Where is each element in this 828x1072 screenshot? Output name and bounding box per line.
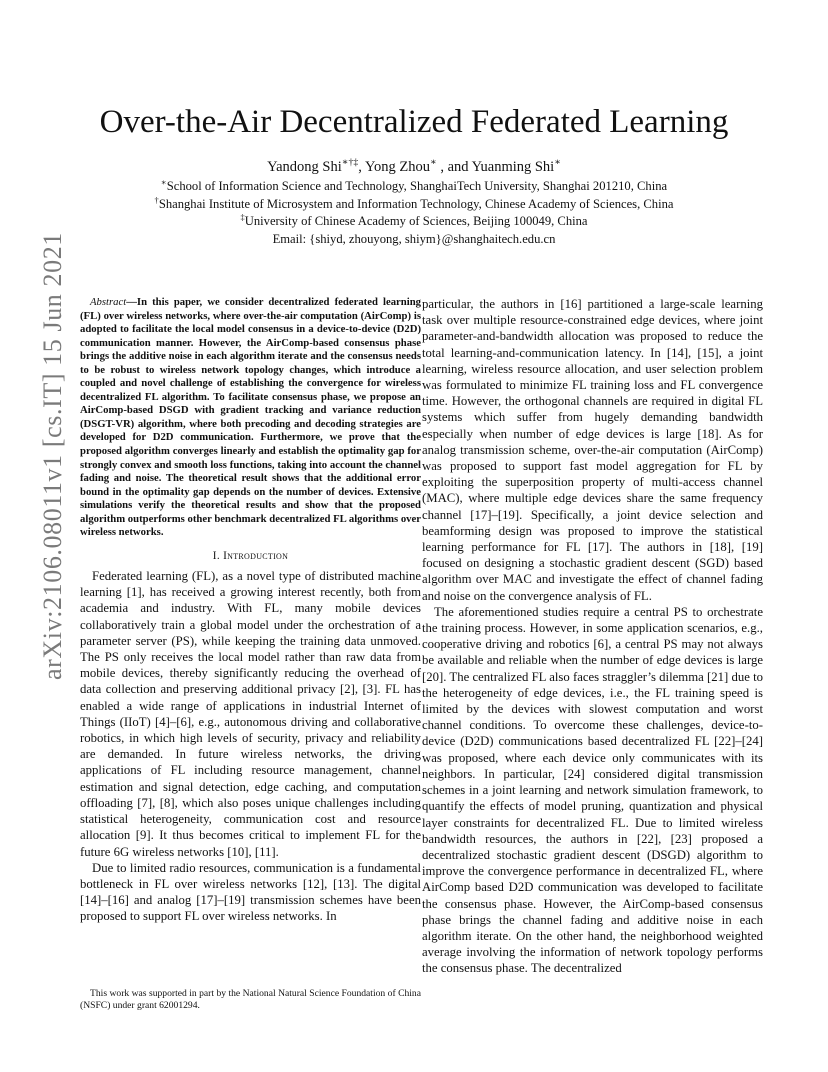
abstract: [80, 296, 421, 540]
affiliation-line: [0, 213, 828, 231]
author-name: Yuanming Shi: [471, 159, 555, 175]
affiliation-text: Shanghai Institute of Microsystem and Information Technology, Chinese Academy of Sciences, China: [158, 196, 674, 211]
email-text: Email: {shiyd, zhouyong, shiym}@shanghaitech.edu.cn: [272, 231, 556, 246]
body-paragraph: Due to limited radio resources, communication is a fundamental bottleneck in FL over wireless networks [12], [13]. The digital [14]–[16] and analog [17]–[19] transmission schemes have been proposed to support FL over wireless networks. In: [80, 860, 421, 924]
author-name: Yandong Shi: [267, 159, 342, 175]
affiliation-text: University of Chinese Academy of Sciences, Beijing 100049, China: [244, 214, 588, 229]
affiliation-mark: †: [154, 194, 159, 205]
body-paragraph: particular, the authors in [16] partitioned a large-scale learning task over multiple resource-constrained edge devices, where joint parameter-and-bandwidth allocation was proposed to reduce the total learning-and-communication latency. In [14], [15], a joint learning, wireless resource allocation, and user selection problem was formulated to minimize FL training loss and FL convergence time. However, the orthogonal channels are required in digital FL systems which suffer from hugely demanding bandwidth especially when number of edge devices is large [18]. As for analog transmission scheme, over-the-air computation (AirComp) was proposed to support fast model aggregation for FL by exploiting the superposition property of multi-access channel (MAC), where multiple edge devices share the same frequency channel [17]–[19]. Specifically, a joint device selection and beamforming design was proposed to improve the statistical learning performance for FL [17]. The authors in [18], [19] focused on designing a stochastic gradient descent (SGD) based algorithm over MAC and investigate the effect of channel fading and noise on the convergence analysis of FL.: [422, 297, 763, 603]
affiliation-line: [0, 196, 828, 214]
affiliation-marks: ∗: [430, 157, 437, 169]
affiliation-line: [0, 178, 828, 196]
right-column: [422, 296, 763, 977]
section-number: I.: [212, 549, 220, 562]
body-paragraph: Federated learning (FL), as a novel type of distributed machine learning [1], has received a growing interest recently, both from academia and industry. With FL, many mobile devices collaboratively train a global model under the orchestration of a parameter server (PS), while keeping the training data unmoved. The PS only receives the local model rather than raw data from mobile devices, thereby significantly reducing the overhead of data collection and preserving additional privacy [2], [3]. FL has enabled a wide range of applications in industrial Internet of Things (IIoT) [4]–[6], e.g., autonomous driving and collaborative robotics, in which high levels of security, privacy and reliability are demanded. In future wireless networks, the driving applications of FL including resource management, channel estimation and signal detection, edge caching, and computation offloading [7], [8], which also poses unique challenges including statistical heterogeneity, communication cost and resource allocation [9]. It thus becomes critical to implement FL for the future 6G wireless networks [10], [11].: [80, 569, 421, 859]
footnote: This work was supported in part by the National Natural Science Foundation of China (NSFC) under grant 62001294.: [80, 988, 421, 1011]
author-list: [0, 158, 828, 176]
author-name: Yong Zhou: [365, 159, 431, 175]
affiliation-marks: ∗†‡: [341, 157, 359, 169]
email-line: [0, 231, 828, 249]
abstract-text: —In this paper, we consider decentralized federated learning (FL) over wireless networks, where over-the-air computation (AirComp) is adopted to facilitate the local model consensus in a device-to-device (D2D) communication manner. However, the AirComp-based consensus phase brings the additive noise in each algorithm iterate and the consensus needs to be robust to wireless network topology changes, which introduce a coupled and novel challenge of establishing the convergence for wireless decentralized FL algorithm. To facilitate consensus phase, we propose an AirComp-based DSGD with gradient tracking and variance reduction (DSGT-VR) algorithm, where both precoding and decoding strategies are developed for D2D communication. Furthermore, we prove that the proposed algorithm converges linearly and establish the optimality gap for strongly convex and smooth loss functions, taking into account the channel fading and noise. The theoretical result shows that the additional error bound in the optimality gap depends on the number of devices. Extensive simulations verify the theoretical results and show that the proposed algorithm outperforms other benchmark decentralized FL algorithms over wireless networks.: [80, 296, 421, 539]
paper-title: Over-the-Air Decentralized Federated Learning: [99, 104, 729, 140]
author-separator: ,: [358, 159, 366, 175]
author-separator: , and: [436, 159, 472, 175]
affiliation-text: School of Information Science and Technology, ShanghaiTech University, Shanghai 201210, China: [166, 179, 668, 193]
section-heading: [80, 548, 421, 564]
abstract-label: Abstract: [90, 296, 127, 308]
affiliation-list: [0, 178, 828, 248]
body-paragraph: The aforementioned studies require a central PS to orchestrate the training process. However, in some application scenarios, e.g., cooperative driving and robotics [6], a central PS may not always be available and reliable when the number of edge devices is large [20]. The centralized FL also faces straggler’s dilemma [21] due to the heterogeneity of edge devices, i.e., the FL training speed is limited by the devices with slowest computation and worst channel conditions. To overcome these challenges, device-to-device (D2D) communications based decentralized FL [22]–[24] was proposed, where each device only communicates with its neighbors. In particular, [24] considered digital transmission schemes in a joint learning and network simulation framework, to quantify the effects of model pruning, quantization and physical layer constraints for decentralized FL. Due to limited wireless bandwidth resources, the authors in [22], [23] proposed a decentralized stochastic gradient descent (DSGD) algorithm to improve the convergence performance in decentralized FL, where AirComp based D2D communication was developed to facilitate the consensus phase. However, the AirComp-based consensus phase brings the channel fading and additive noise in each algorithm iterate. On the other hand, the neighborhood weighted average involving the information of network topology performs the consensus phase. The decentralized: [422, 604, 763, 976]
left-column: [80, 296, 421, 925]
affiliation-mark: ∗: [160, 176, 167, 187]
affiliation-marks: ∗: [554, 157, 561, 169]
section-title: Introduction: [223, 549, 289, 562]
arxiv-stamp: arXiv:2106.08011v1 [cs.IT] 15 Jun 2021: [38, 232, 67, 680]
affiliation-mark: ‡: [240, 212, 245, 222]
